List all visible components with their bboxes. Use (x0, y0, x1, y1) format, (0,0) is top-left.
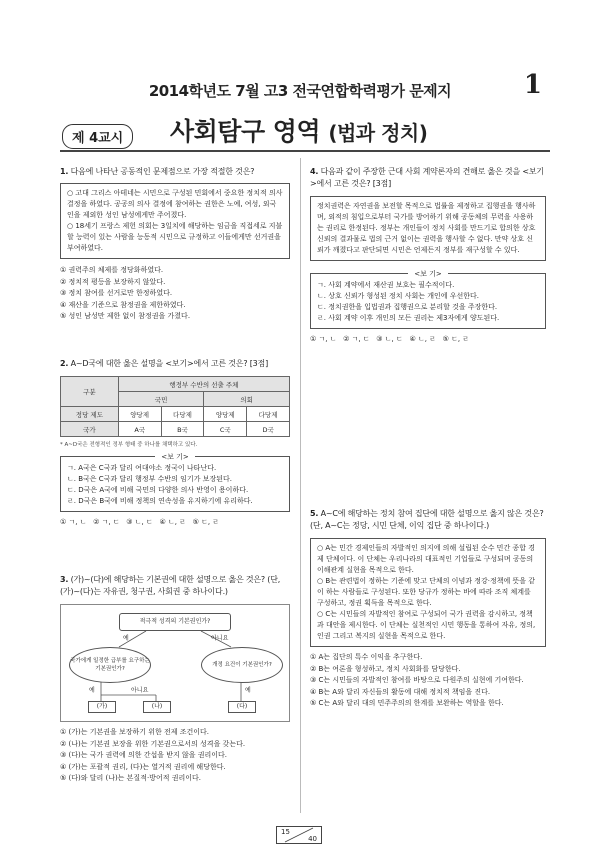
q4-options[interactable]: ① ㄱ, ㄴ ② ㄱ, ㄷ ③ ㄴ, ㄷ ④ ㄴ, ㄹ ⑤ ㄷ, ㄹ (310, 335, 470, 343)
option[interactable]: ⑤ 성인 남성만 제한 없이 참정권을 가졌다. (60, 312, 191, 320)
label-yes: 예 (245, 687, 251, 694)
bogi-item: ㄴ. B국은 C국과 달리 행정부 수반의 임기가 보장된다. (67, 475, 232, 483)
table-cell: D국 (247, 422, 290, 437)
leaf-ga: (가) (88, 701, 116, 713)
question-3 (60, 574, 290, 785)
page-number: 1 (523, 70, 542, 100)
q5-options (310, 652, 546, 710)
question-4 (310, 166, 546, 346)
q2-options[interactable]: ① ㄱ, ㄴ ② ㄱ, ㄷ ③ ㄴ, ㄷ ④ ㄴ, ㄹ ⑤ ㄷ, ㄹ (60, 518, 220, 526)
q3-options (60, 727, 290, 785)
bogi-item: ㄹ. 사회 계약 이후 개인의 모든 권리는 제3자에게 양도된다. (317, 314, 500, 322)
label-no: 아니요 (131, 687, 149, 694)
q2-note: * A~D국은 전형적인 정부 형태 중 하나를 채택하고 있다. (60, 442, 198, 448)
table-header: 의회 (204, 392, 290, 407)
option[interactable]: ④ (가)는 포괄적 권리, (다)는 열거적 권리에 해당한다. (60, 762, 226, 771)
option[interactable]: ④ 재산을 기준으로 참정권을 제한하였다. (60, 300, 186, 309)
table-cell: 다당제 (161, 407, 204, 422)
q1-passage (60, 183, 290, 259)
table-header: 구분 (61, 377, 119, 407)
q4-bogi (310, 270, 546, 329)
subject-sub: (법과 정치) (328, 121, 428, 145)
question-2 (60, 358, 290, 529)
option[interactable]: ① 권력주의 체제를 정당화하였다. (60, 266, 164, 274)
bogi-label: <보 기> (408, 269, 448, 280)
option[interactable]: ④ B는 A와 달리 자신들의 활동에 대해 정치적 책임을 진다. (310, 687, 491, 696)
label-yes: 예 (89, 687, 95, 694)
table-header: 행정부 수반의 선출 주체 (118, 377, 289, 392)
leaf-na: (나) (143, 701, 171, 713)
column-divider (300, 158, 301, 813)
q5-stem: 5. A~C에 해당하는 정치 참여 집단에 대한 설명으로 옳지 않은 것은? (단, A~C는 정당, 시민 단체, 이익 집단 중 하나이다.) (310, 509, 544, 530)
flowchart-root: 적극적 성격의 기본권인가? (119, 613, 231, 631)
q4-stem: 4. 다음과 같이 주장한 근대 사회 계약론자의 견해로 옳은 것을 <보기>에서 고른 것은? [3점] (310, 167, 544, 188)
bogi-item: ㄷ. 정치권한을 입법권과 집행권으로 분리할 것을 주장한다. (317, 303, 498, 311)
option[interactable]: ⑤ (다)와 달리 (나)는 본질적·방어적 권리이다. (60, 774, 201, 782)
option[interactable]: ② (나)는 기본권 보장을 위한 기본권으로서의 성격을 갖는다. (60, 739, 246, 748)
label-yes: 예 (123, 635, 129, 642)
q2-bogi (60, 453, 290, 512)
flowchart-left-node: 국가에게 일정한 급부를 요구하는 기본권인가? (69, 647, 151, 683)
q1-item: ○ 18세기 프랑스 제헌 의회는 3일치에 해당하는 임금을 직접세로 지불할 능력이 있는 사람을 능동적 시민으로 규정하고 이들에게만 선거권을 부여하였다. (67, 222, 283, 252)
bogi-item: ㄴ. 상호 신뢰가 형성된 정치 사회는 개인에 우선한다. (317, 292, 480, 300)
question-5 (310, 508, 546, 710)
total-pages: 40 (308, 835, 317, 843)
option[interactable]: ③ 정치 참여를 선거로만 한정하였다. (60, 289, 173, 297)
option[interactable]: ③ (다)는 국가 권력에 의한 간섭을 받지 않을 권리이다. (60, 751, 228, 759)
leaf-da: (다) (228, 701, 256, 713)
subject-name: 사회탐구 영역 (170, 117, 321, 146)
bogi-item: ㄱ. 사회 계약에서 재산권 보호는 필수적이다. (317, 281, 455, 289)
table-cell: 양당제 (118, 407, 161, 422)
period-badge: 제 4교시 (62, 124, 133, 149)
q2-stem: 2. A~D국에 대한 옳은 설명을 <보기>에서 고른 것은? [3점] (60, 359, 268, 368)
q5-passage (310, 538, 546, 647)
q5-item: ○ A는 민간 경제인들의 자발적인 의지에 의해 설립된 순수 민간 종합 경제 단체이다. 이 단체는 우리나라의 대표적인 기업들로 구성되며 공동의 이해관계 실현을 목적으로 한다. (317, 544, 535, 574)
flowchart-right-node: 개정 요건이 기본권인가? (201, 647, 283, 683)
option[interactable]: ③ C는 시민들의 자발적인 참여를 바탕으로 다원주의 실현에 기여한다. (310, 676, 524, 684)
q4-passage: 정치권력은 자연권을 보전할 목적으로 법률을 제정하고 집행권을 행사하며, 외적의 침입으로부터 국가를 방어하기 위해 공동체의 무력을 사용하는 권리로 한정된다. 정부는 개인들이 정치 사회를 만드기로 합의한 상호 신뢰의 결과물로 법의 근거 없이는 권력을 행사할 수 없다. 만약 상호 신뢰가 깨졌다고 판단되면 시민은 언제든지 정부를 재구성할 수 있다. (310, 196, 546, 261)
q5-item: ○ C는 시민들의 자발적인 참여로 구성되어 국가 권력을 감시하고, 정책과 대안을 제시한다. 이 단체는 실천적인 시민 행동을 통하여 자유, 정의, 인권 그리고 복지의 실현을 목적으로 한다. (317, 610, 536, 640)
bogi-label: <보 기> (155, 452, 195, 463)
bogi-item: ㄹ. D국은 B국에 비해 정책의 연속성을 유지하기에 유리하다. (67, 497, 253, 505)
bogi-item: ㄱ. A국은 C국과 달리 여대야소 정국이 나타난다. (67, 464, 217, 472)
question-1 (60, 166, 290, 323)
exam-title: 2014학년도 7월 고3 전국연합학력평가 문제지 (148, 82, 452, 100)
current-page: 15 (281, 828, 290, 836)
table-cell: 국가 (61, 422, 119, 437)
q5-item: ○ B는 관련법이 정하는 기준에 맞고 단체의 이념과 정강·정책에 뜻을 같이 하는 사람들로 구성된다. 또한 당규가 정하는 바에 따라 조직 체계를 구성하고, 정권 획득을 목적으로 한다. (317, 577, 535, 607)
table-cell: A국 (118, 422, 161, 437)
option[interactable]: ② 정치적 평등을 보장하지 않았다. (60, 277, 166, 286)
page-indicator (276, 826, 322, 844)
q3-flowchart (60, 604, 290, 722)
option[interactable]: ⑤ C는 A와 달리 대의 민주주의의 한계를 보완하는 역할을 한다. (310, 699, 504, 707)
table-cell: C국 (204, 422, 247, 437)
q1-stem: 1. 다음에 나타난 공동적인 문제점으로 가장 적절한 것은? (60, 167, 255, 176)
option[interactable]: ① A는 집단의 특수 이익을 추구한다. (310, 653, 423, 661)
q1-options (60, 265, 290, 323)
subject-title (170, 112, 427, 148)
table-cell: 다당제 (247, 407, 290, 422)
option[interactable]: ② B는 여론을 형성하고, 정치 사회화를 담당한다. (310, 664, 461, 673)
table-header: 국민 (118, 392, 204, 407)
table-cell: 양당제 (204, 407, 247, 422)
table-cell: B국 (161, 422, 204, 437)
label-no: 아니요 (211, 635, 229, 642)
q3-stem: 3. (가)~(다)에 해당하는 기본권에 대한 설명으로 옳은 것은? (단, (가)~(다)는 자유권, 청구권, 사회권 중 하나이다.) (60, 575, 281, 596)
option[interactable]: ① (가)는 기본권을 보장하기 위한 전제 조건이다. (60, 728, 210, 736)
q1-item: ○ 고대 그리스 아테네는 시민으로 구성된 민회에서 중요한 정치적 의사 결정을 하였다. 공공의 의사 결정에 참여하는 권한은 노예, 여성, 외국인을 제외한 성인 남성에게만 주어졌다. (67, 189, 283, 219)
header-rule (60, 150, 550, 152)
bogi-item: ㄷ. D국은 A국에 비해 국민의 다양한 의사 반영이 용이하다. (67, 486, 249, 494)
table-cell: 정당 제도 (61, 407, 119, 422)
q2-table (60, 376, 290, 437)
